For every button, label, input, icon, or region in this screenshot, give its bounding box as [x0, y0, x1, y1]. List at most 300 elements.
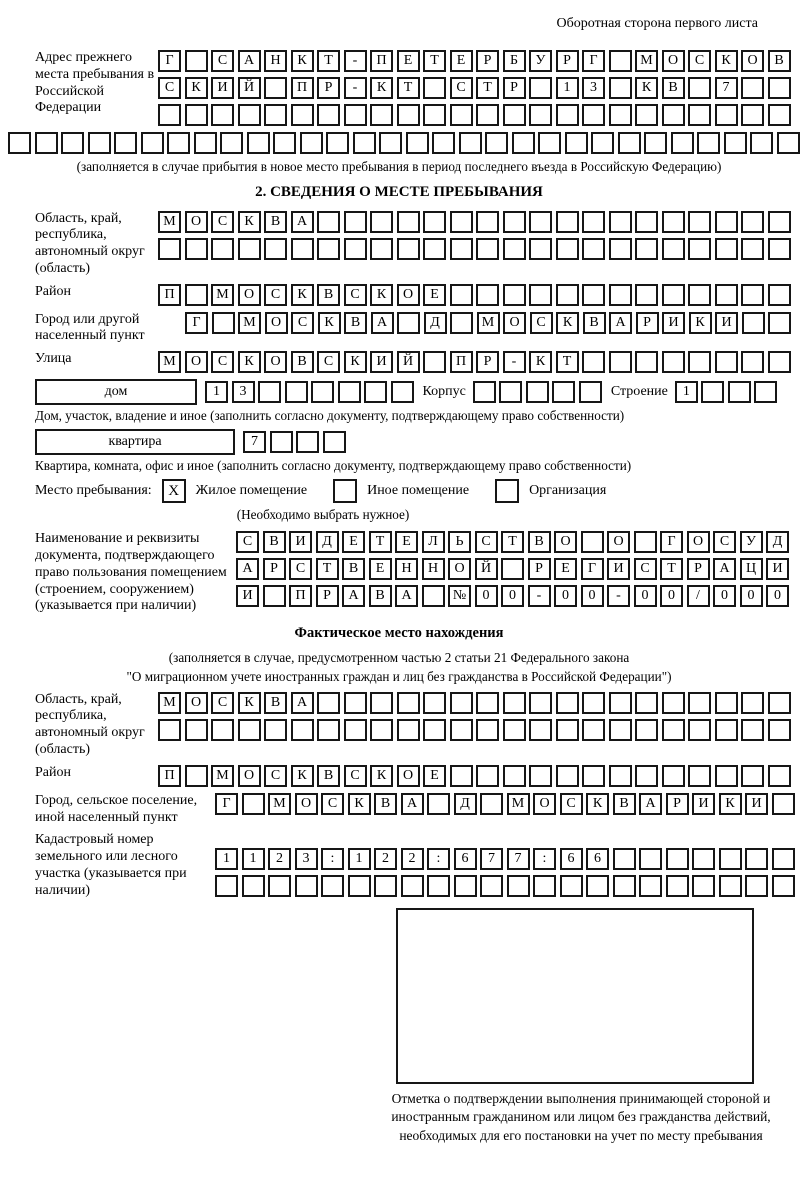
char-cell[interactable] — [374, 875, 397, 897]
char-cell[interactable]: В — [342, 558, 365, 580]
char-cell[interactable]: - — [607, 585, 630, 607]
char-cell[interactable]: В — [317, 765, 340, 787]
char-cell[interactable] — [662, 211, 685, 233]
char-cell[interactable]: С — [289, 558, 312, 580]
char-cell[interactable] — [582, 104, 605, 126]
char-cell[interactable] — [635, 284, 658, 306]
char-cell[interactable]: Е — [369, 558, 392, 580]
char-cell[interactable]: О — [185, 351, 208, 373]
char-cell[interactable] — [397, 719, 420, 741]
char-cell[interactable] — [662, 692, 685, 714]
char-cell[interactable]: О — [265, 312, 288, 334]
char-cell[interactable] — [609, 765, 632, 787]
char-cell[interactable] — [688, 211, 711, 233]
char-cell[interactable] — [485, 132, 508, 154]
char-cell[interactable]: 0 — [766, 585, 789, 607]
char-cell[interactable]: С — [530, 312, 553, 334]
char-cell[interactable] — [662, 284, 685, 306]
char-cell[interactable] — [185, 765, 208, 787]
char-cell[interactable]: Т — [423, 50, 446, 72]
char-cell[interactable]: Р — [503, 77, 526, 99]
char-cell[interactable] — [662, 104, 685, 126]
char-cell[interactable]: Д — [424, 312, 447, 334]
char-cell[interactable]: И — [692, 793, 715, 815]
char-cell[interactable] — [370, 719, 393, 741]
char-cell[interactable] — [423, 692, 446, 714]
char-cell[interactable] — [768, 238, 791, 260]
char-cell[interactable] — [264, 238, 287, 260]
char-cell[interactable]: С — [344, 765, 367, 787]
char-cell[interactable]: С — [236, 531, 259, 553]
char-cell[interactable] — [379, 132, 402, 154]
char-cell[interactable]: И — [662, 312, 685, 334]
char-cell[interactable] — [529, 284, 552, 306]
char-cell[interactable]: В — [374, 793, 397, 815]
char-cell[interactable]: В — [613, 793, 636, 815]
char-cell[interactable] — [397, 211, 420, 233]
char-cell[interactable]: С — [264, 765, 287, 787]
char-cell[interactable] — [476, 284, 499, 306]
char-cell[interactable] — [719, 875, 742, 897]
char-cell[interactable] — [285, 381, 308, 403]
char-cell[interactable]: Д — [316, 531, 339, 553]
char-cell[interactable] — [768, 765, 791, 787]
char-cell[interactable] — [211, 104, 234, 126]
char-cell[interactable] — [671, 132, 694, 154]
char-cell[interactable] — [317, 211, 340, 233]
char-cell[interactable] — [273, 132, 296, 154]
char-cell[interactable] — [715, 351, 738, 373]
char-cell[interactable]: С — [634, 558, 657, 580]
char-cell[interactable]: - — [344, 50, 367, 72]
char-cell[interactable]: 0 — [740, 585, 763, 607]
char-cell[interactable]: Т — [476, 77, 499, 99]
char-cell[interactable] — [768, 351, 791, 373]
char-cell[interactable] — [211, 719, 234, 741]
char-cell[interactable] — [344, 692, 367, 714]
char-cell[interactable]: Ц — [740, 558, 763, 580]
char-cell[interactable] — [242, 793, 265, 815]
char-cell[interactable]: / — [687, 585, 710, 607]
char-cell[interactable] — [423, 238, 446, 260]
char-cell[interactable]: : — [427, 848, 450, 870]
char-cell[interactable]: К — [344, 351, 367, 373]
char-cell[interactable]: В — [583, 312, 606, 334]
char-cell[interactable] — [582, 211, 605, 233]
char-cell[interactable]: № — [448, 585, 471, 607]
char-cell[interactable]: О — [687, 531, 710, 553]
char-cell[interactable] — [715, 284, 738, 306]
char-cell[interactable] — [295, 875, 318, 897]
char-cell[interactable] — [613, 848, 636, 870]
char-cell[interactable]: Е — [395, 531, 418, 553]
char-cell[interactable]: О — [741, 50, 764, 72]
char-cell[interactable]: 7 — [715, 77, 738, 99]
char-cell[interactable]: Г — [660, 531, 683, 553]
char-cell[interactable] — [741, 77, 764, 99]
char-cell[interactable]: Н — [395, 558, 418, 580]
char-cell[interactable] — [503, 211, 526, 233]
char-cell[interactable]: К — [586, 793, 609, 815]
char-cell[interactable] — [715, 238, 738, 260]
char-cell[interactable] — [581, 531, 604, 553]
char-cell[interactable]: В — [264, 211, 287, 233]
char-cell[interactable] — [582, 284, 605, 306]
char-cell[interactable]: 7 — [507, 848, 530, 870]
char-cell[interactable]: В — [317, 284, 340, 306]
char-cell[interactable]: В — [264, 692, 287, 714]
char-cell[interactable]: А — [401, 793, 424, 815]
char-cell[interactable] — [666, 848, 689, 870]
char-cell[interactable]: Р — [316, 585, 339, 607]
char-cell[interactable] — [715, 104, 738, 126]
char-cell[interactable] — [158, 104, 181, 126]
dom-type-box[interactable]: дом — [35, 379, 197, 405]
char-cell[interactable] — [423, 77, 446, 99]
char-cell[interactable] — [529, 211, 552, 233]
char-cell[interactable] — [220, 132, 243, 154]
char-cell[interactable]: И — [211, 77, 234, 99]
char-cell[interactable] — [639, 875, 662, 897]
char-cell[interactable]: Р — [666, 793, 689, 815]
char-cell[interactable] — [88, 132, 111, 154]
char-cell[interactable] — [741, 284, 764, 306]
char-cell[interactable]: 1 — [675, 381, 698, 403]
char-cell[interactable]: К — [291, 50, 314, 72]
char-cell[interactable]: И — [715, 312, 738, 334]
char-cell[interactable] — [370, 104, 393, 126]
char-cell[interactable] — [529, 104, 552, 126]
char-cell[interactable] — [480, 793, 503, 815]
char-cell[interactable] — [538, 132, 561, 154]
char-cell[interactable] — [662, 719, 685, 741]
char-cell[interactable] — [582, 351, 605, 373]
char-cell[interactable] — [397, 312, 420, 334]
char-cell[interactable] — [768, 211, 791, 233]
char-cell[interactable] — [715, 765, 738, 787]
char-cell[interactable] — [556, 692, 579, 714]
char-cell[interactable]: К — [635, 77, 658, 99]
char-cell[interactable] — [432, 132, 455, 154]
char-cell[interactable]: Н — [422, 558, 445, 580]
char-cell[interactable] — [728, 381, 751, 403]
char-cell[interactable]: У — [740, 531, 763, 553]
char-cell[interactable]: Е — [397, 50, 420, 72]
char-cell[interactable] — [317, 104, 340, 126]
char-cell[interactable] — [503, 104, 526, 126]
char-cell[interactable] — [556, 104, 579, 126]
char-cell[interactable]: Р — [476, 50, 499, 72]
char-cell[interactable]: К — [238, 692, 261, 714]
char-cell[interactable] — [741, 692, 764, 714]
char-cell[interactable] — [529, 238, 552, 260]
char-cell[interactable] — [741, 719, 764, 741]
char-cell[interactable] — [772, 793, 795, 815]
char-cell[interactable]: С — [264, 284, 287, 306]
char-cell[interactable] — [635, 719, 658, 741]
char-cell[interactable] — [450, 238, 473, 260]
char-cell[interactable] — [167, 132, 190, 154]
char-cell[interactable]: А — [371, 312, 394, 334]
char-cell[interactable]: И — [745, 793, 768, 815]
char-cell[interactable]: 7 — [243, 431, 266, 453]
char-cell[interactable]: 2 — [401, 848, 424, 870]
char-cell[interactable]: О — [185, 692, 208, 714]
char-cell[interactable]: 0 — [634, 585, 657, 607]
char-cell[interactable]: В — [291, 351, 314, 373]
char-cell[interactable]: Т — [501, 531, 524, 553]
char-cell[interactable]: О — [238, 284, 261, 306]
char-cell[interactable] — [238, 719, 261, 741]
char-cell[interactable]: 2 — [374, 848, 397, 870]
char-cell[interactable] — [476, 238, 499, 260]
char-cell[interactable]: 2 — [268, 848, 291, 870]
char-cell[interactable] — [406, 132, 429, 154]
char-cell[interactable] — [427, 793, 450, 815]
char-cell[interactable] — [582, 765, 605, 787]
char-cell[interactable]: С — [344, 284, 367, 306]
char-cell[interactable]: К — [238, 351, 261, 373]
char-cell[interactable] — [476, 211, 499, 233]
char-cell[interactable] — [768, 692, 791, 714]
char-cell[interactable] — [476, 719, 499, 741]
char-cell[interactable] — [745, 875, 768, 897]
char-cell[interactable]: О — [185, 211, 208, 233]
char-cell[interactable] — [185, 50, 208, 72]
char-cell[interactable]: 3 — [232, 381, 255, 403]
char-cell[interactable]: В — [528, 531, 551, 553]
char-cell[interactable]: О — [448, 558, 471, 580]
char-cell[interactable]: М — [158, 692, 181, 714]
char-cell[interactable]: М — [268, 793, 291, 815]
char-cell[interactable] — [503, 692, 526, 714]
char-cell[interactable]: К — [529, 351, 552, 373]
char-cell[interactable] — [317, 719, 340, 741]
char-cell[interactable] — [635, 765, 658, 787]
char-cell[interactable] — [397, 104, 420, 126]
char-cell[interactable] — [777, 132, 800, 154]
char-cell[interactable] — [344, 719, 367, 741]
char-cell[interactable]: У — [529, 50, 552, 72]
char-cell[interactable]: К — [719, 793, 742, 815]
char-cell[interactable] — [370, 238, 393, 260]
char-cell[interactable] — [635, 351, 658, 373]
char-cell[interactable] — [270, 431, 293, 453]
char-cell[interactable]: М — [507, 793, 530, 815]
char-cell[interactable] — [61, 132, 84, 154]
char-cell[interactable]: Н — [264, 50, 287, 72]
char-cell[interactable] — [501, 558, 524, 580]
char-cell[interactable] — [311, 381, 334, 403]
char-cell[interactable] — [480, 875, 503, 897]
char-cell[interactable] — [397, 238, 420, 260]
checkbox-organizatsiya[interactable] — [495, 479, 519, 503]
char-cell[interactable]: Г — [185, 312, 208, 334]
char-cell[interactable]: С — [211, 692, 234, 714]
char-cell[interactable] — [772, 848, 795, 870]
char-cell[interactable] — [300, 132, 323, 154]
char-cell[interactable]: Р — [556, 50, 579, 72]
char-cell[interactable]: 0 — [554, 585, 577, 607]
checkbox-zhiloe[interactable]: X — [162, 479, 186, 503]
char-cell[interactable] — [609, 50, 632, 72]
char-cell[interactable] — [715, 719, 738, 741]
char-cell[interactable] — [423, 211, 446, 233]
char-cell[interactable]: - — [528, 585, 551, 607]
char-cell[interactable]: Е — [554, 558, 577, 580]
char-cell[interactable]: К — [318, 312, 341, 334]
char-cell[interactable] — [317, 692, 340, 714]
char-cell[interactable] — [529, 77, 552, 99]
char-cell[interactable] — [556, 211, 579, 233]
char-cell[interactable]: К — [556, 312, 579, 334]
char-cell[interactable] — [35, 132, 58, 154]
char-cell[interactable]: М — [158, 351, 181, 373]
char-cell[interactable] — [422, 585, 445, 607]
char-cell[interactable] — [635, 692, 658, 714]
char-cell[interactable] — [247, 132, 270, 154]
char-cell[interactable] — [552, 381, 575, 403]
char-cell[interactable] — [499, 381, 522, 403]
char-cell[interactable]: С — [211, 50, 234, 72]
char-cell[interactable]: : — [321, 848, 344, 870]
char-cell[interactable]: 0 — [475, 585, 498, 607]
char-cell[interactable] — [565, 132, 588, 154]
char-cell[interactable]: 6 — [586, 848, 609, 870]
char-cell[interactable] — [556, 284, 579, 306]
char-cell[interactable]: С — [475, 531, 498, 553]
char-cell[interactable]: О — [503, 312, 526, 334]
char-cell[interactable] — [473, 381, 496, 403]
char-cell[interactable]: О — [238, 765, 261, 787]
char-cell[interactable]: П — [158, 284, 181, 306]
char-cell[interactable] — [529, 765, 552, 787]
char-cell[interactable] — [476, 765, 499, 787]
char-cell[interactable]: И — [289, 531, 312, 553]
char-cell[interactable]: 7 — [480, 848, 503, 870]
char-cell[interactable]: П — [370, 50, 393, 72]
char-cell[interactable] — [768, 719, 791, 741]
char-cell[interactable]: А — [395, 585, 418, 607]
char-cell[interactable] — [701, 381, 724, 403]
char-cell[interactable] — [8, 132, 31, 154]
char-cell[interactable] — [556, 719, 579, 741]
char-cell[interactable] — [609, 104, 632, 126]
char-cell[interactable]: Г — [158, 50, 181, 72]
char-cell[interactable] — [556, 765, 579, 787]
char-cell[interactable] — [364, 381, 387, 403]
char-cell[interactable]: 3 — [582, 77, 605, 99]
char-cell[interactable] — [692, 848, 715, 870]
char-cell[interactable] — [618, 132, 641, 154]
char-cell[interactable]: Т — [317, 50, 340, 72]
char-cell[interactable] — [114, 132, 137, 154]
char-cell[interactable] — [503, 284, 526, 306]
char-cell[interactable] — [344, 104, 367, 126]
char-cell[interactable] — [507, 875, 530, 897]
char-cell[interactable] — [450, 312, 473, 334]
char-cell[interactable] — [238, 238, 261, 260]
char-cell[interactable] — [323, 431, 346, 453]
char-cell[interactable] — [715, 211, 738, 233]
char-cell[interactable] — [692, 875, 715, 897]
char-cell[interactable]: К — [291, 284, 314, 306]
char-cell[interactable] — [741, 351, 764, 373]
char-cell[interactable]: М — [477, 312, 500, 334]
char-cell[interactable]: А — [609, 312, 632, 334]
char-cell[interactable]: Р — [687, 558, 710, 580]
char-cell[interactable] — [634, 531, 657, 553]
char-cell[interactable] — [242, 875, 265, 897]
char-cell[interactable] — [454, 875, 477, 897]
char-cell[interactable]: М — [211, 765, 234, 787]
char-cell[interactable]: П — [450, 351, 473, 373]
char-cell[interactable] — [715, 692, 738, 714]
char-cell[interactable] — [741, 238, 764, 260]
char-cell[interactable]: В — [369, 585, 392, 607]
char-cell[interactable] — [215, 875, 238, 897]
char-cell[interactable]: Т — [556, 351, 579, 373]
char-cell[interactable]: Д — [454, 793, 477, 815]
char-cell[interactable]: К — [348, 793, 371, 815]
char-cell[interactable]: Г — [582, 50, 605, 72]
char-cell[interactable]: К — [370, 284, 393, 306]
char-cell[interactable] — [141, 132, 164, 154]
char-cell[interactable] — [582, 719, 605, 741]
char-cell[interactable]: В — [263, 531, 286, 553]
char-cell[interactable] — [512, 132, 535, 154]
char-cell[interactable]: Д — [766, 531, 789, 553]
char-cell[interactable]: О — [264, 351, 287, 373]
char-cell[interactable]: Р — [528, 558, 551, 580]
char-cell[interactable]: : — [533, 848, 556, 870]
char-cell[interactable] — [238, 104, 261, 126]
char-cell[interactable]: В — [768, 50, 791, 72]
char-cell[interactable] — [688, 765, 711, 787]
char-cell[interactable] — [370, 692, 393, 714]
char-cell[interactable] — [503, 719, 526, 741]
char-cell[interactable]: А — [238, 50, 261, 72]
char-cell[interactable] — [609, 77, 632, 99]
char-cell[interactable] — [609, 284, 632, 306]
char-cell[interactable] — [635, 104, 658, 126]
char-cell[interactable] — [666, 875, 689, 897]
char-cell[interactable] — [258, 381, 281, 403]
char-cell[interactable] — [459, 132, 482, 154]
char-cell[interactable]: Т — [369, 531, 392, 553]
char-cell[interactable]: П — [158, 765, 181, 787]
char-cell[interactable]: С — [158, 77, 181, 99]
char-cell[interactable] — [609, 351, 632, 373]
char-cell[interactable] — [401, 875, 424, 897]
char-cell[interactable] — [291, 719, 314, 741]
char-cell[interactable]: К — [370, 77, 393, 99]
char-cell[interactable] — [609, 692, 632, 714]
char-cell[interactable] — [556, 238, 579, 260]
char-cell[interactable]: М — [211, 284, 234, 306]
char-cell[interactable] — [586, 875, 609, 897]
char-cell[interactable] — [476, 692, 499, 714]
char-cell[interactable] — [211, 238, 234, 260]
checkbox-inoe[interactable] — [333, 479, 357, 503]
char-cell[interactable] — [450, 211, 473, 233]
char-cell[interactable] — [264, 104, 287, 126]
char-cell[interactable] — [662, 765, 685, 787]
char-cell[interactable]: Р — [263, 558, 286, 580]
char-cell[interactable] — [635, 238, 658, 260]
char-cell[interactable] — [268, 875, 291, 897]
char-cell[interactable] — [450, 284, 473, 306]
